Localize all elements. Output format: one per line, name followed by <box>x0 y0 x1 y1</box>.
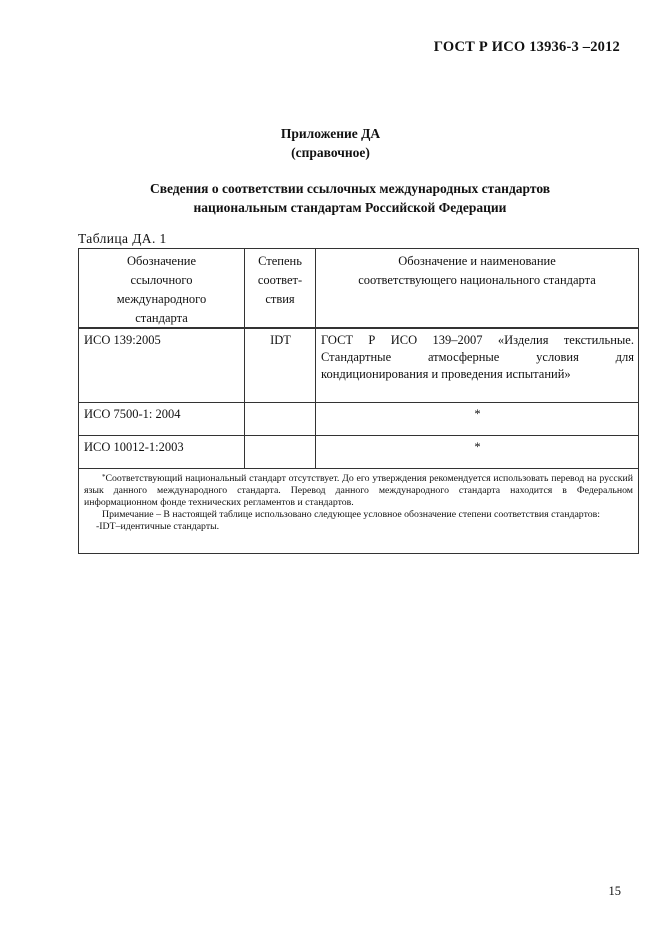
annex-heading <box>0 124 661 162</box>
table-row <box>79 402 639 435</box>
page-number: 15 <box>608 884 621 898</box>
table-row <box>79 328 639 402</box>
cell-national-standard: ГОСТ Р ИСО 139–2007 «Изделия текстильные. Стандартные атмосферные условия для кондиционирования и проведения испытаний» <box>316 328 639 402</box>
cell-reference: ИСО 10012-1:2003 <box>79 435 245 468</box>
table-footnote-row <box>79 468 639 553</box>
cell-national-standard: * <box>316 402 639 435</box>
header-reference-standard: Обозначение ссылочного международного стандарта <box>79 249 245 329</box>
cell-degree <box>245 402 316 435</box>
table-header-row <box>79 249 639 329</box>
annex-subtitle: (справочное) <box>291 145 370 160</box>
cell-degree: IDT <box>245 328 316 402</box>
table-row <box>79 435 639 468</box>
cell-degree <box>245 435 316 468</box>
correspondence-table <box>78 248 639 554</box>
table-note: Примечание – В настоящей таблице использовано следующее условное обозначение степени соответствия стандартов: <box>102 508 600 520</box>
cell-reference: ИСО 7500-1: 2004 <box>79 402 245 435</box>
header-national-standard: Обозначение и наименование соответствующего национального стандарта <box>316 249 639 329</box>
document-code: ГОСТ Р ИСО 13936-3 –2012 <box>433 39 620 55</box>
table-caption: Таблица ДА. 1 <box>78 231 167 246</box>
table-note-legend: -IDT–идентичные стандарты. <box>96 520 220 532</box>
correspondence-table-wrapper <box>78 248 638 554</box>
annex-title: Приложение ДА <box>280 126 381 141</box>
cell-national-standard: * <box>316 435 639 468</box>
cell-reference: ИСО 139:2005 <box>79 328 245 402</box>
footnote-marker: * <box>102 472 106 481</box>
section-title-line2: национальным стандартам Российской Федерации <box>193 200 507 215</box>
section-heading <box>0 179 661 217</box>
footnote-text: Соответствующий национальный стандарт отсутствует. До его утверждения рекомендуется использовать перевод на русский язык данного международного стандарта. Перевод данного международного стандарта находится в Федеральном информационном фонде технических регламентов и стандартов. <box>84 472 633 508</box>
section-title-line1: Сведения о соответствии ссылочных международных стандартов <box>149 181 551 196</box>
header-degree-of-correspondence: Степень соответ- ствия <box>245 249 316 329</box>
table-footnote <box>79 468 639 553</box>
